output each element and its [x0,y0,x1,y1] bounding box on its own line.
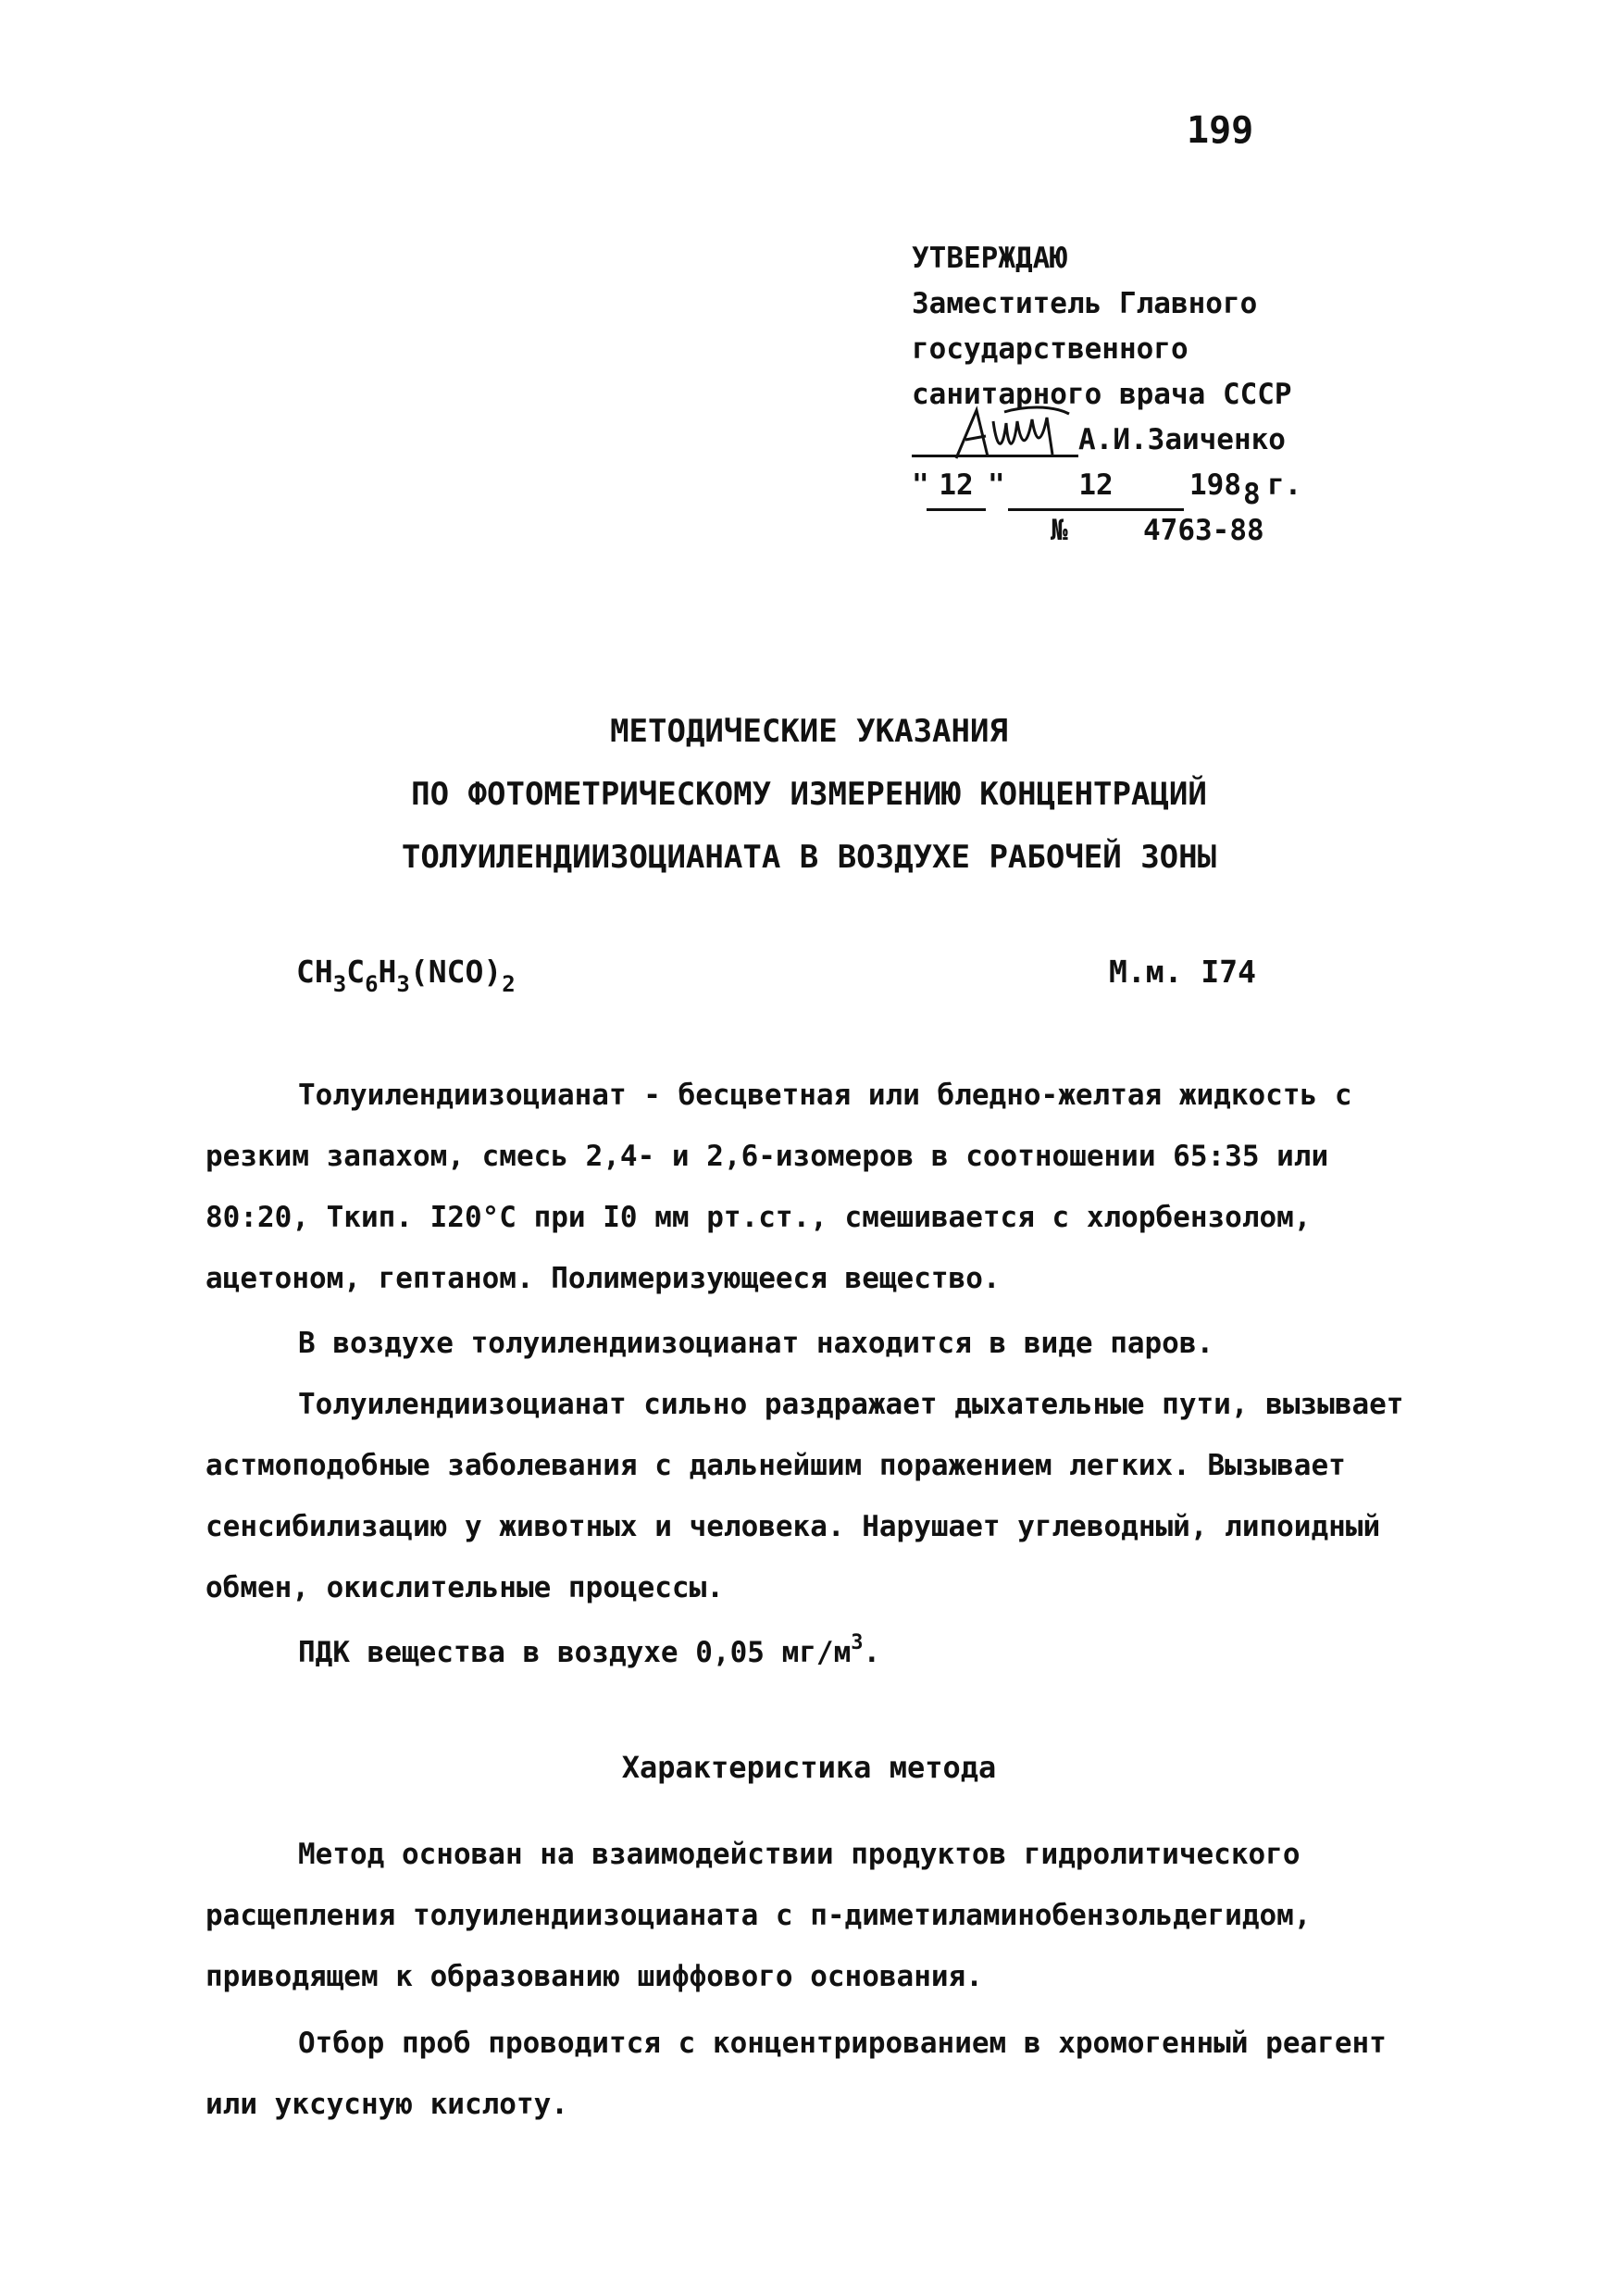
paragraph-method: Метод основан на взаимодействии продуктов гидролитического расщепления толуилендиизоцианата с п-диметиламинобензольдегидом, приводящем к образованию шиффового основания. [205,1838,1312,1993]
approval-line-1: Заместитель Главного [912,287,1258,320]
approval-date: " 12 " 12 198 8 г. [912,463,1292,508]
number-blank [1077,508,1141,511]
section-heading: Характеристика метода [621,1750,997,1785]
number-sign: № [1051,514,1068,547]
approval-heading: УТВЕРЖДАЮ [912,242,1067,275]
signer-name: А.И.Заиченко [1078,423,1286,456]
handwritten-signature [949,403,1078,468]
paragraph-toxicity: Толуилендиизоцианат сильно раздражает дыхательные пути, вызывает астмоподобные заболевания с дальнейшим поражением легких. Вызывает сенсибилизацию у животных и человека. Нарушает углеводный, липоидный обмен, окислительные процессы. [205,1388,1404,1604]
paragraph-state: В воздухе толуилендиизоцианат находится в виде паров. [298,1327,1214,1360]
date-year-abbr: г. [1267,468,1302,502]
title-line-3: ТОЛУИЛЕНДИИЗОЦИАНАТА В ВОЗДУХЕ РАБОЧЕЙ ЗОНЫ [401,839,1217,876]
date-day: 12 [927,463,986,511]
document-number: 4763-88 [1143,514,1264,547]
title-line-1: МЕТОДИЧЕСКИЕ УКАЗАНИЯ [610,713,1008,750]
paragraph-description: Толуилендиизоцианат - бесцветная или бледно-желтая жидкость с резким запахом, смесь 2,4- и 2,6-изомеров в соотношении 65:35 или 80:20, Ткип. I20°С при I0 мм рт.ст., смешивается с хлорбензолом, ацетоном, гептаном. Полимеризующееся вещество. [205,1079,1352,1295]
approval-block [912,236,1302,554]
date-month: 12 [1008,463,1184,511]
date-year-prefix: 198 [1189,468,1241,502]
approval-number [912,508,1292,554]
chemical-formula: $CH_3C_6H_3(NCO)_2$ [296,954,516,997]
molar-mass: М.м. I74 [1109,954,1256,990]
paragraph-mac: ПДК вещества в воздухе 0,05 $мг/м^3$. [298,1631,881,1669]
signature-row [912,418,1292,463]
approval-line-2: государственного [912,332,1189,366]
approval-line-3: санитарного врача СССР [912,378,1292,411]
paragraph-sampling: Отбор проб проводится с концентрированием в хромогенный реагент или уксусную кислоту. [205,2027,1387,2121]
title-line-2: ПО ФОТОМЕТРИЧЕСКОМУ ИЗМЕРЕНИЮ КОНЦЕНТРАЦИЙ [411,776,1207,813]
page-number: 199 [1187,109,1254,152]
date-year-suffix: 8 [1243,478,1261,511]
